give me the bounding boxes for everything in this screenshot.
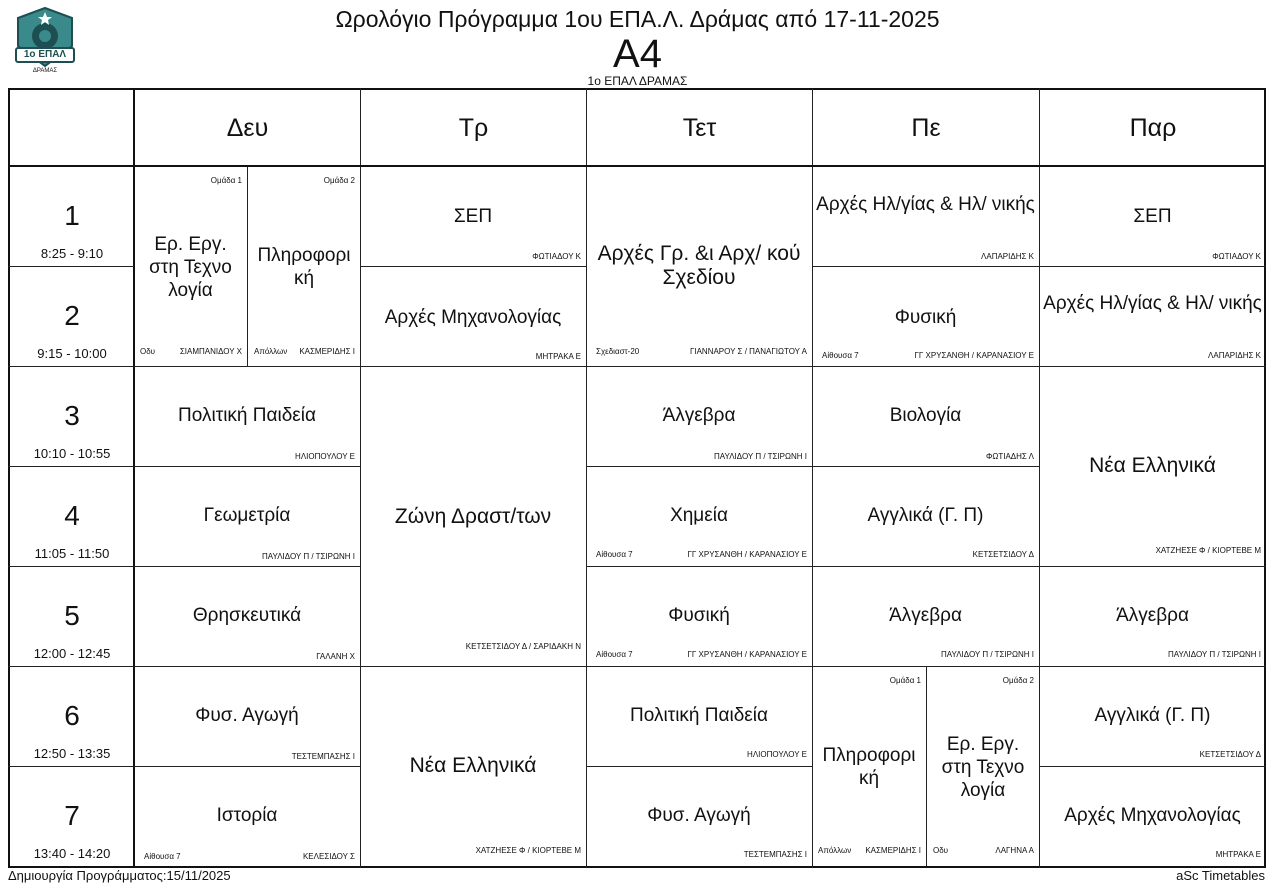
teacher-name: ΓΓ ΧΡΥΣΑΝΘΗ / ΚΑΡΑΝΑΣΙΟΥ Ε: [914, 351, 1034, 360]
period-time: 10:10 - 10:55: [33, 446, 111, 461]
teacher-name: ΚΕΤΣΕΤΣΙΔΟΥ Δ / ΣΑΡΙΔΑΚΗ Ν: [465, 642, 581, 651]
lesson-cell[interactable]: [812, 366, 1039, 466]
teacher-name: ΦΩΤΙΑΔΟΥ Κ: [1212, 252, 1261, 261]
subject-name: Χημεία: [670, 505, 728, 526]
subject-name: Πολιτική Παιδεία: [630, 705, 768, 726]
subject-name: Ζώνη Δραστ/των: [394, 505, 552, 528]
teacher-name: ΤΕΣΤΕΜΠΑΣΗΣ Ι: [291, 752, 355, 761]
lesson-cell[interactable]: [586, 167, 812, 366]
teacher-name: ΚΑΣΜΕΡΙΔΗΣ Ι: [865, 846, 921, 855]
grid-line: [8, 666, 134, 667]
teacher-name: ΠΑΥΛΙΔΟΥ Π / ΤΣΙΡΩΝΗ Ι: [713, 452, 807, 461]
teacher-name: ΤΕΣΤΕΜΠΑΣΗΣ Ι: [743, 850, 807, 859]
lesson-cell[interactable]: [134, 466, 360, 566]
grid-line: [8, 466, 134, 467]
subject-name: Νέα Ελληνικά: [409, 754, 537, 777]
teacher-name: ΓΓ ΧΡΥΣΑΝΘΗ / ΚΑΡΑΝΑΣΙΟΥ Ε: [687, 550, 807, 559]
teacher-name: ΚΕΤΣΕΤΣΙΔΟΥ Δ: [1199, 750, 1261, 759]
subject-name: Αρχές Γρ. &ι Αρχ/ κού Σχεδίου: [597, 242, 801, 289]
subject-name: Φυσική: [894, 307, 957, 328]
lesson-cell[interactable]: [927, 667, 1039, 866]
lesson-cell[interactable]: [586, 666, 812, 766]
subject-name: Βιολογία: [889, 405, 962, 426]
subject-name: ΣΕΠ: [453, 206, 493, 227]
teacher-name: ΠΑΥΛΙΔΟΥ Π / ΤΣΙΡΩΝΗ Ι: [940, 650, 1034, 659]
day-header-fri: Παρ: [1129, 113, 1177, 142]
teacher-name: ΛΑΠΑΡΙΔΗΣ Κ: [1208, 351, 1261, 360]
teacher-name: ΚΕΤΣΕΤΣΙΔΟΥ Δ: [972, 550, 1034, 559]
day-header-wed: Τετ: [682, 113, 717, 142]
lesson-cell[interactable]: [1039, 666, 1266, 766]
group-label: Ομάδα 2: [323, 176, 355, 185]
lesson-cell[interactable]: [812, 266, 1039, 366]
room-label: Οδυ: [933, 846, 949, 855]
teacher-name: ΗΛΙΟΠΟΥΛΟΥ Ε: [747, 750, 807, 759]
subject-name: Ερ. Εργ. στη Τεχνο λογία: [149, 234, 232, 301]
group-label: Ομάδα 1: [889, 676, 921, 685]
subject-name: Αρχές Ηλ/γίας & Ηλ/ νικής: [1043, 293, 1262, 314]
day-header-tue: Τρ: [458, 113, 489, 142]
grid-line: [8, 766, 134, 767]
group-label: Ομάδα 2: [1002, 676, 1034, 685]
group-label: Ομάδα 1: [210, 176, 242, 185]
room-label: Αίθουσα 7: [596, 550, 633, 559]
teacher-name: ΣΙΑΜΠΑΝΙΔΟΥ Χ: [179, 347, 242, 356]
period-time: 9:15 - 10:00: [37, 346, 107, 361]
subject-name: Άλγεβρα: [889, 605, 962, 626]
day-header-thu: Πε: [911, 113, 941, 142]
room-label: Αίθουσα 7: [144, 852, 181, 861]
lesson-cell[interactable]: [812, 466, 1039, 566]
subject-name: Ιστορία: [216, 805, 278, 826]
teacher-name: ΓΓ ΧΡΥΣΑΝΘΗ / ΚΑΡΑΝΑΣΙΟΥ Ε: [687, 650, 807, 659]
grid-line: [8, 566, 134, 567]
room-label: Απόλλων: [254, 347, 288, 356]
period-time: 8:25 - 9:10: [40, 246, 104, 261]
grid-line: [8, 366, 134, 367]
teacher-name: ΛΑΠΑΡΙΔΗΣ Κ: [981, 252, 1034, 261]
software-credit: aSc Timetables: [1176, 868, 1265, 883]
teacher-name: ΜΗΤΡΑΚΑ Ε: [1215, 850, 1261, 859]
lesson-cell[interactable]: [134, 366, 360, 466]
lesson-cell[interactable]: [134, 666, 360, 766]
teacher-name: ΦΩΤΙΑΔΗΣ Λ: [986, 452, 1034, 461]
room-label: Σχεδιαστ-20: [596, 347, 640, 356]
period-number: 6: [64, 700, 80, 731]
lesson-cell[interactable]: [812, 566, 1039, 666]
subject-name: Αγγλικά (Γ. Π): [867, 505, 984, 526]
subject-name: Θρησκευτικά: [192, 605, 302, 626]
class-name: Α4: [613, 32, 662, 76]
subject-name: ΣΕΠ: [1133, 206, 1172, 227]
period-number: 5: [64, 600, 80, 631]
teacher-name: ΚΕΛΕΣΙΔΟΥ Σ: [302, 852, 355, 861]
teacher-name: ΓΑΛΑΝΗ Χ: [316, 652, 355, 661]
lesson-cell[interactable]: [812, 167, 1039, 266]
lesson-cell[interactable]: [134, 566, 360, 666]
subject-name: Άλγεβρα: [1116, 605, 1189, 626]
period-number: 7: [64, 800, 80, 831]
lesson-cell[interactable]: [586, 466, 812, 566]
teacher-name: ΜΗΤΡΑΚΑ Ε: [535, 352, 581, 361]
teacher-name: ΓΙΑΝΝΑΡΟΥ Σ / ΠΑΝΑΓΙΩΤΟΥ Α: [689, 347, 807, 356]
lesson-cell[interactable]: [1039, 766, 1266, 866]
lesson-cell[interactable]: [360, 167, 586, 266]
teacher-name: ΦΩΤΙΑΔΟΥ Κ: [532, 252, 581, 261]
lesson-cell[interactable]: [360, 366, 586, 666]
period-number: 2: [64, 300, 80, 331]
room-label: Αίθουσα 7: [596, 650, 633, 659]
lesson-cell[interactable]: [1039, 566, 1266, 666]
teacher-name: ΛΑΓΗΝΑ Α: [995, 846, 1034, 855]
room-label: Οδυ: [140, 347, 156, 356]
teacher-name: ΗΛΙΟΠΟΥΛΟΥ Ε: [295, 452, 355, 461]
lesson-cell[interactable]: [360, 666, 586, 866]
subject-name: Νέα Ελληνικά: [1089, 454, 1216, 477]
teacher-name: ΠΑΥΛΙΔΟΥ Π / ΤΣΙΡΩΝΗ Ι: [261, 552, 355, 561]
logo-subtext: ΔΡΑΜΑΣ: [32, 68, 58, 74]
day-header-mon: Δευ: [226, 113, 269, 142]
subject-name: Πληροφορι κή: [822, 745, 916, 789]
page-title: Ωρολόγιο Πρόγραμμα 1ου ΕΠΑ.Λ. Δράμας από 17-11-2025: [335, 6, 940, 32]
lesson-cell[interactable]: [360, 266, 586, 366]
lesson-cell[interactable]: [586, 366, 812, 466]
school-name: 1ο ΕΠΑΛ ΔΡΑΜΑΣ: [587, 74, 688, 88]
period-time: 11:05 - 11:50: [34, 546, 110, 561]
creation-date: Δημιουργία Προγράμματος:15/11/2025: [8, 868, 231, 883]
subject-name: Φυσ. Αγωγή: [195, 705, 299, 726]
teacher-name: ΚΑΣΜΕΡΙΔΗΣ Ι: [299, 347, 355, 356]
logo-text: 1ο ΕΠΑΛ: [23, 49, 67, 60]
subject-name: Αγγλικά (Γ. Π): [1094, 705, 1211, 726]
period-number: 3: [64, 400, 80, 431]
teacher-name: ΧΑΤΖΗΕΣΕ Φ / ΚΙΟΡΤΕΒΕ Μ: [1155, 546, 1261, 555]
period-number: 4: [64, 500, 80, 531]
subject-name: Αρχές Μηχανολογίας: [1064, 805, 1241, 826]
subject-name: Πολιτική Παιδεία: [178, 405, 316, 426]
subject-name: Γεωμετρία: [203, 505, 291, 526]
lesson-cell[interactable]: [134, 766, 360, 866]
lesson-cell[interactable]: [1039, 266, 1266, 366]
subject-name: Αρχές Ηλ/γίας & Ηλ/ νικής: [816, 194, 1035, 215]
period-time: 13:40 - 14:20: [33, 846, 111, 861]
lesson-cell[interactable]: [1039, 167, 1266, 266]
lesson-cell[interactable]: [586, 766, 812, 866]
subject-name: Πληροφορι κή: [257, 245, 351, 289]
period-number: 1: [64, 200, 80, 231]
room-label: Απόλλων: [818, 846, 852, 855]
lesson-cell[interactable]: [812, 667, 926, 866]
room-label: Αίθουσα 7: [822, 351, 859, 360]
lesson-cell[interactable]: [134, 167, 247, 366]
subject-name: Φυσ. Αγωγή: [647, 805, 751, 826]
subject-name: Φυσική: [668, 605, 730, 626]
teacher-name: ΠΑΥΛΙΔΟΥ Π / ΤΣΙΡΩΝΗ Ι: [1167, 650, 1261, 659]
period-time: 12:50 - 13:35: [33, 746, 111, 761]
subject-name: Ερ. Εργ. στη Τεχνο λογία: [941, 734, 1025, 801]
teacher-name: ΧΑΤΖΗΕΣΕ Φ / ΚΙΟΡΤΕΒΕ Μ: [475, 846, 581, 855]
grid-line: [8, 266, 134, 267]
lesson-cell[interactable]: [248, 167, 360, 366]
subject-name: Άλγεβρα: [662, 405, 736, 426]
subject-name: Αρχές Μηχανολογίας: [384, 307, 562, 328]
lesson-cell[interactable]: [1039, 366, 1266, 566]
period-time: 12:00 - 12:45: [33, 646, 111, 661]
lesson-cell[interactable]: [586, 566, 812, 666]
